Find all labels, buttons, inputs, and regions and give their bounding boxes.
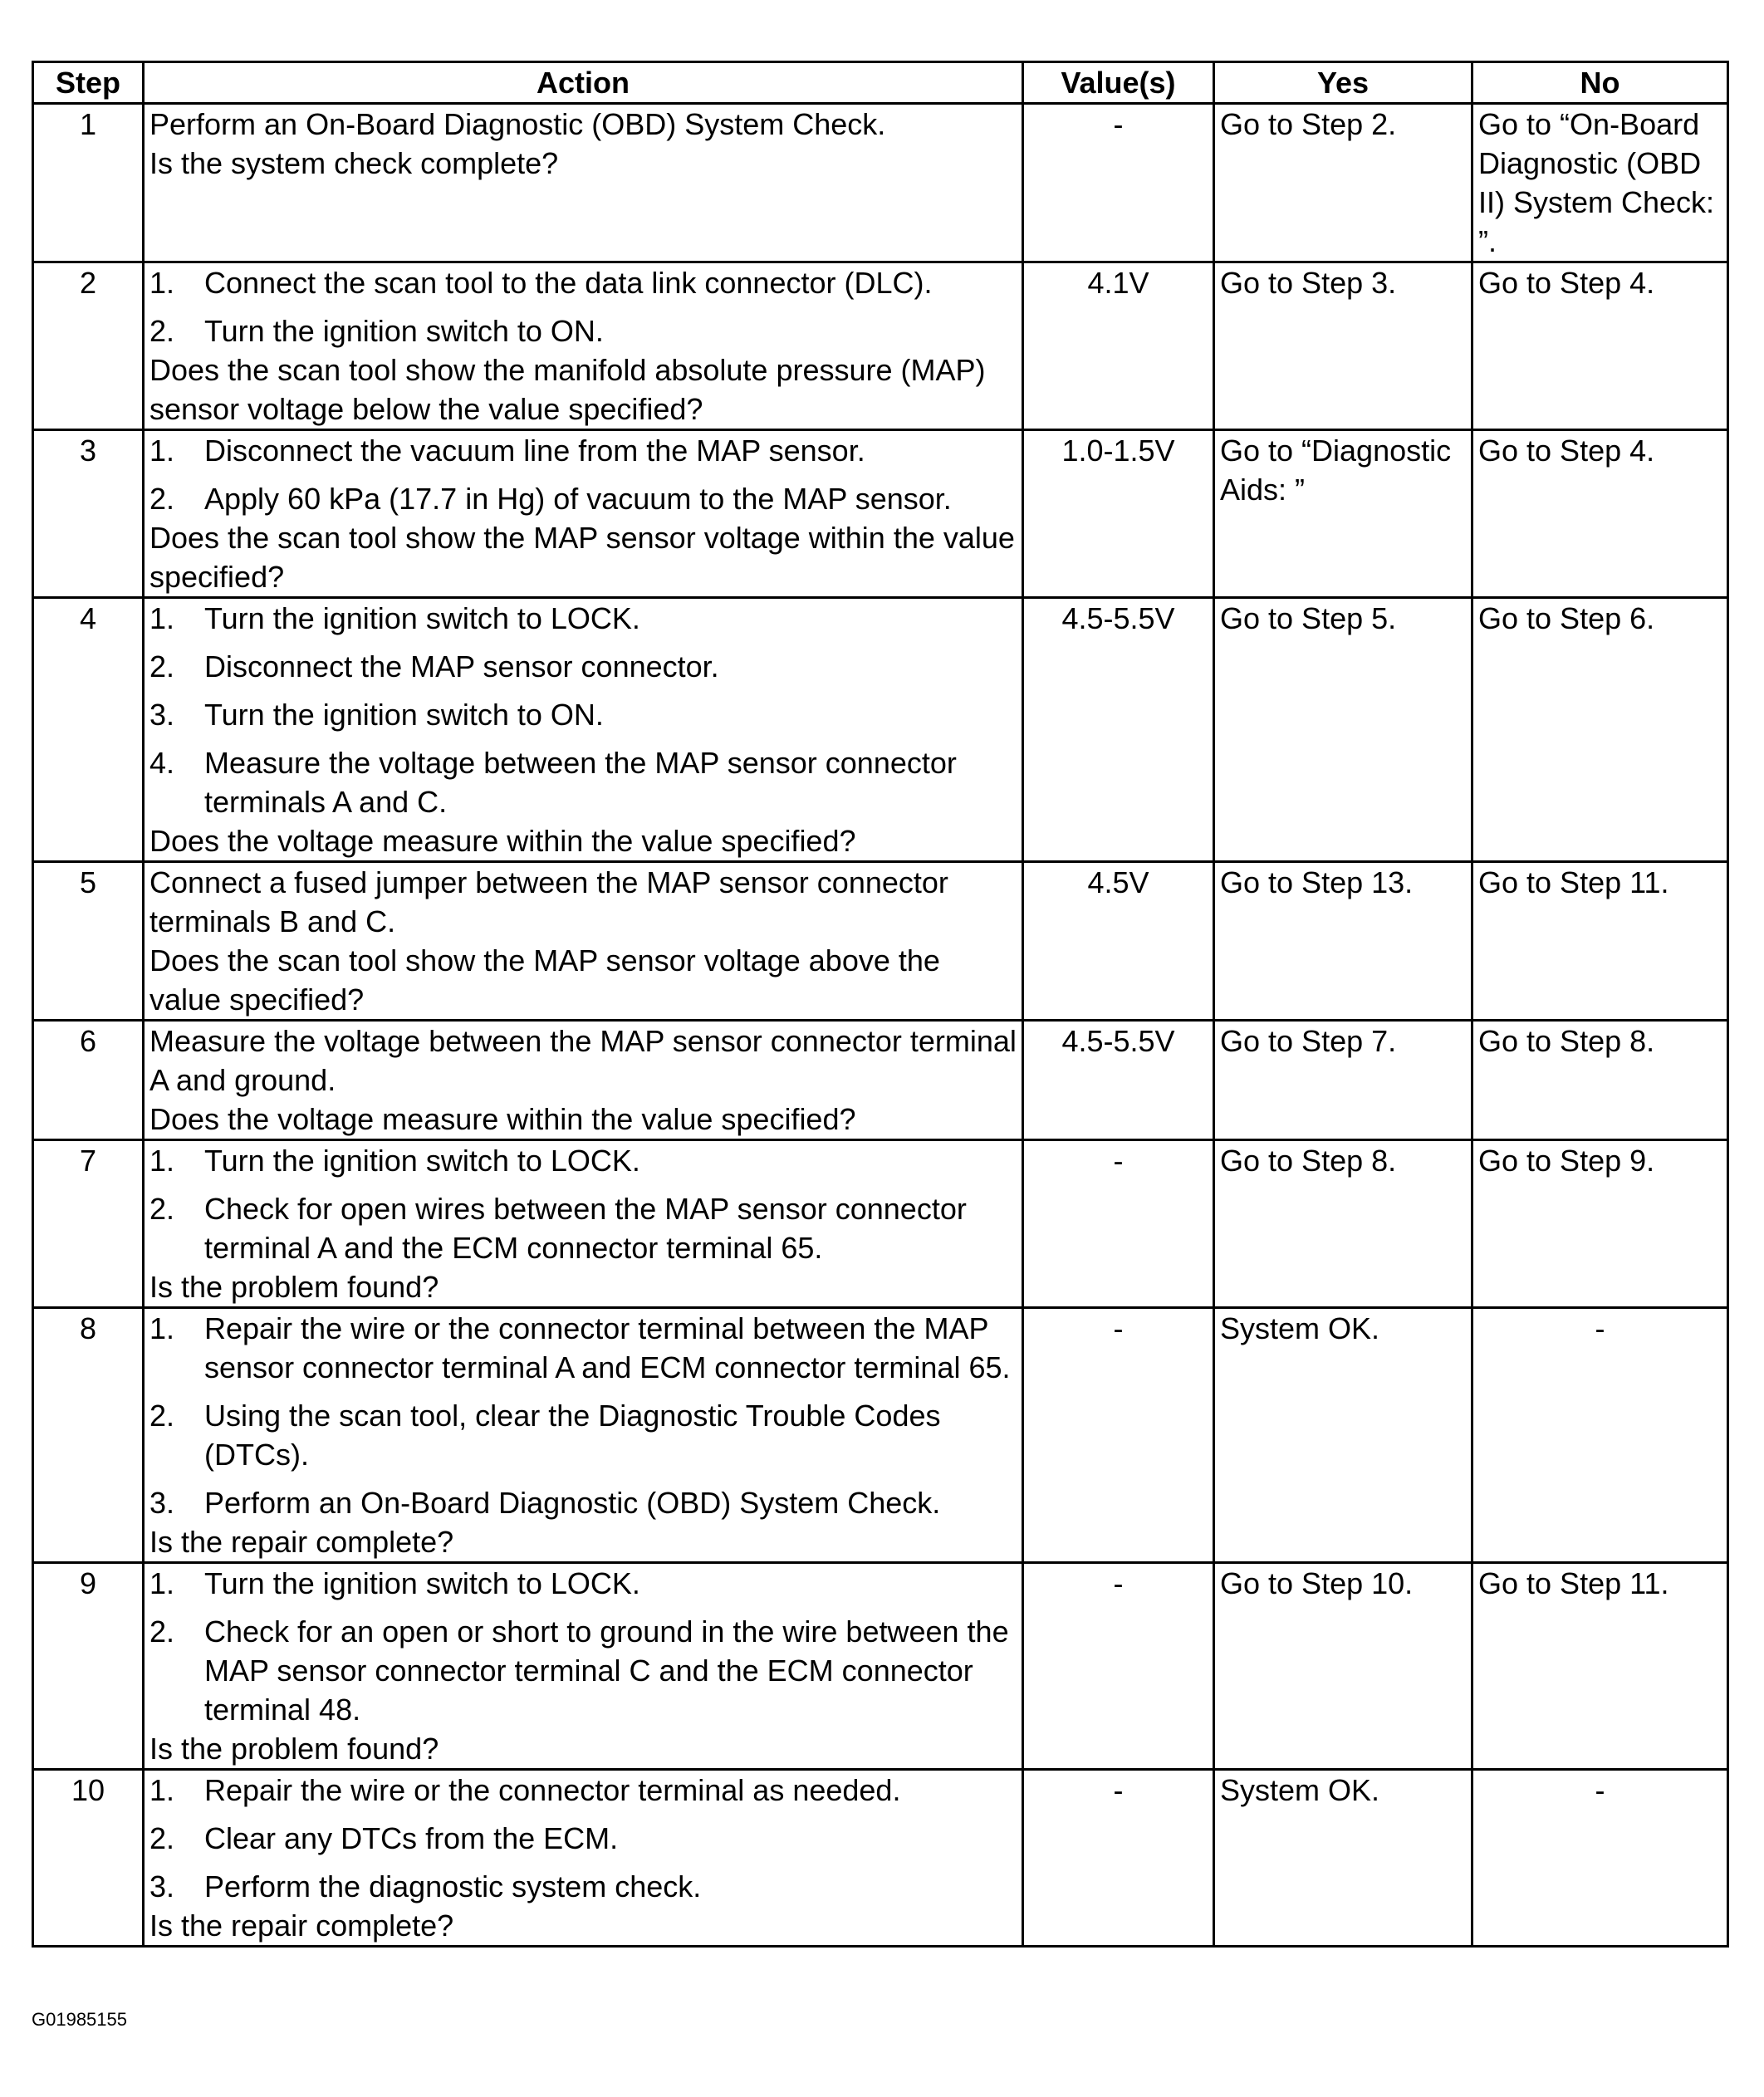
yes-cell: System OK. bbox=[1214, 1308, 1472, 1563]
step-number: 4 bbox=[33, 598, 144, 862]
action-step: 3. Turn the ignition switch to ON. bbox=[149, 698, 604, 732]
action-cell bbox=[144, 1021, 1023, 1140]
header-yes: Yes bbox=[1214, 62, 1472, 104]
action-steps bbox=[149, 431, 1017, 518]
header-step: Step bbox=[33, 62, 144, 104]
step-number: 3 bbox=[33, 430, 144, 598]
step-number: 8 bbox=[33, 1308, 144, 1563]
action-step: 2. Using the scan tool, clear the Diagnostic Trouble Codes (DTCs). bbox=[149, 1399, 941, 1472]
value-cell: - bbox=[1023, 1308, 1214, 1563]
step-number: 6 bbox=[33, 1021, 144, 1140]
no-cell: Go to Step 9. bbox=[1472, 1140, 1728, 1308]
action-step: 1. Repair the wire or the connector terminal as needed. bbox=[149, 1773, 901, 1807]
table-row bbox=[33, 1308, 1728, 1563]
header-no: No bbox=[1472, 62, 1728, 104]
action-question: Does the scan tool show the manifold absolute pressure (MAP) sensor voltage below the value specified? bbox=[149, 353, 986, 426]
action-steps bbox=[149, 1771, 1017, 1906]
action-step: 2. Turn the ignition switch to ON. bbox=[149, 314, 604, 348]
table-row bbox=[33, 430, 1728, 598]
table-row bbox=[33, 262, 1728, 430]
action-cell bbox=[144, 1770, 1023, 1947]
action-cell bbox=[144, 1563, 1023, 1770]
header-values: Value(s) bbox=[1023, 62, 1214, 104]
action-steps bbox=[149, 263, 1017, 350]
action-text: Measure the voltage between the MAP sensor connector terminal A and ground. bbox=[149, 1024, 1017, 1097]
step-number: 1 bbox=[33, 104, 144, 262]
value-cell: 4.5-5.5V bbox=[1023, 1021, 1214, 1140]
value-cell: - bbox=[1023, 1563, 1214, 1770]
figure-id: G01985155 bbox=[32, 2009, 127, 2030]
action-question: Is the repair complete? bbox=[149, 1908, 454, 1943]
table-row bbox=[33, 104, 1728, 262]
action-question: Is the system check complete? bbox=[149, 146, 559, 180]
action-cell bbox=[144, 430, 1023, 598]
table-row bbox=[33, 1021, 1728, 1140]
action-step: 2. Check for open wires between the MAP sensor connector terminal A and the ECM connector terminal 65. bbox=[149, 1192, 967, 1265]
table-row bbox=[33, 1140, 1728, 1308]
action-question: Is the repair complete? bbox=[149, 1525, 454, 1559]
action-question: Does the scan tool show the MAP sensor voltage within the value specified? bbox=[149, 521, 1015, 594]
action-steps bbox=[149, 1309, 1017, 1522]
action-steps bbox=[149, 599, 1017, 821]
no-cell: - bbox=[1472, 1308, 1728, 1563]
no-cell: Go to Step 6. bbox=[1472, 598, 1728, 862]
step-number: 2 bbox=[33, 262, 144, 430]
value-cell: - bbox=[1023, 1140, 1214, 1308]
value-cell: 4.5V bbox=[1023, 862, 1214, 1021]
yes-cell: Go to Step 10. bbox=[1214, 1563, 1472, 1770]
table-row bbox=[33, 1563, 1728, 1770]
action-question: Does the scan tool show the MAP sensor voltage above the value specified? bbox=[149, 943, 940, 1017]
action-question: Is the problem found? bbox=[149, 1732, 439, 1766]
value-cell: - bbox=[1023, 104, 1214, 262]
no-cell: - bbox=[1472, 1770, 1728, 1947]
no-cell: Go to “On-Board Diagnostic (OBD II) System Check: ”. bbox=[1472, 104, 1728, 262]
table-row bbox=[33, 862, 1728, 1021]
action-step: 4. Measure the voltage between the MAP sensor connector terminals A and C. bbox=[149, 746, 957, 819]
table-row bbox=[33, 598, 1728, 862]
action-step: 1. Turn the ignition switch to LOCK. bbox=[149, 1144, 640, 1178]
no-cell: Go to Step 4. bbox=[1472, 262, 1728, 430]
action-question: Does the voltage measure within the value specified? bbox=[149, 824, 856, 858]
value-cell: 1.0-1.5V bbox=[1023, 430, 1214, 598]
action-step: 1. Repair the wire or the connector terminal between the MAP sensor connector terminal A and ECM connector terminal 65. bbox=[149, 1311, 1011, 1384]
yes-cell: System OK. bbox=[1214, 1770, 1472, 1947]
no-cell: Go to Step 8. bbox=[1472, 1021, 1728, 1140]
action-step: 1. Turn the ignition switch to LOCK. bbox=[149, 1566, 640, 1600]
action-cell bbox=[144, 862, 1023, 1021]
step-number: 10 bbox=[33, 1770, 144, 1947]
action-cell bbox=[144, 262, 1023, 430]
no-cell: Go to Step 11. bbox=[1472, 862, 1728, 1021]
action-step: 1. Disconnect the vacuum line from the MAP sensor. bbox=[149, 434, 865, 468]
action-question: Is the problem found? bbox=[149, 1270, 439, 1304]
value-cell: 4.5-5.5V bbox=[1023, 598, 1214, 862]
action-question: Does the voltage measure within the value specified? bbox=[149, 1102, 856, 1136]
step-number: 5 bbox=[33, 862, 144, 1021]
table-row bbox=[33, 1770, 1728, 1947]
diagnostic-table bbox=[32, 61, 1729, 1948]
action-steps bbox=[149, 1141, 1017, 1267]
action-step: 2. Apply 60 kPa (17.7 in Hg) of vacuum to the MAP sensor. bbox=[149, 482, 952, 516]
yes-cell: Go to “Diagnostic Aids: ” bbox=[1214, 430, 1472, 598]
yes-cell: Go to Step 7. bbox=[1214, 1021, 1472, 1140]
action-steps bbox=[149, 1564, 1017, 1729]
yes-cell: Go to Step 8. bbox=[1214, 1140, 1472, 1308]
action-step: 3. Perform the diagnostic system check. bbox=[149, 1869, 702, 1903]
action-text: Connect a fused jumper between the MAP sensor connector terminals B and C. bbox=[149, 865, 948, 938]
yes-cell: Go to Step 2. bbox=[1214, 104, 1472, 262]
action-step: 1. Turn the ignition switch to LOCK. bbox=[149, 601, 640, 635]
action-cell bbox=[144, 1140, 1023, 1308]
value-cell: 4.1V bbox=[1023, 262, 1214, 430]
value-cell: - bbox=[1023, 1770, 1214, 1947]
yes-cell: Go to Step 3. bbox=[1214, 262, 1472, 430]
step-number: 9 bbox=[33, 1563, 144, 1770]
no-cell: Go to Step 4. bbox=[1472, 430, 1728, 598]
header-action: Action bbox=[144, 62, 1023, 104]
header-row bbox=[33, 62, 1728, 104]
yes-cell: Go to Step 13. bbox=[1214, 862, 1472, 1021]
step-number: 7 bbox=[33, 1140, 144, 1308]
action-cell bbox=[144, 104, 1023, 262]
action-step: 2. Clear any DTCs from the ECM. bbox=[149, 1821, 619, 1855]
action-step: 2. Check for an open or short to ground in the wire between the MAP sensor connector terminal C and the ECM connector terminal 48. bbox=[149, 1614, 1009, 1727]
action-text: Perform an On-Board Diagnostic (OBD) System Check. bbox=[149, 107, 886, 141]
action-step: 3. Perform an On-Board Diagnostic (OBD) System Check. bbox=[149, 1486, 941, 1520]
action-step: 2. Disconnect the MAP sensor connector. bbox=[149, 649, 719, 683]
action-step: 1. Connect the scan tool to the data link connector (DLC). bbox=[149, 266, 933, 300]
action-cell bbox=[144, 598, 1023, 862]
action-cell bbox=[144, 1308, 1023, 1563]
yes-cell: Go to Step 5. bbox=[1214, 598, 1472, 862]
no-cell: Go to Step 11. bbox=[1472, 1563, 1728, 1770]
